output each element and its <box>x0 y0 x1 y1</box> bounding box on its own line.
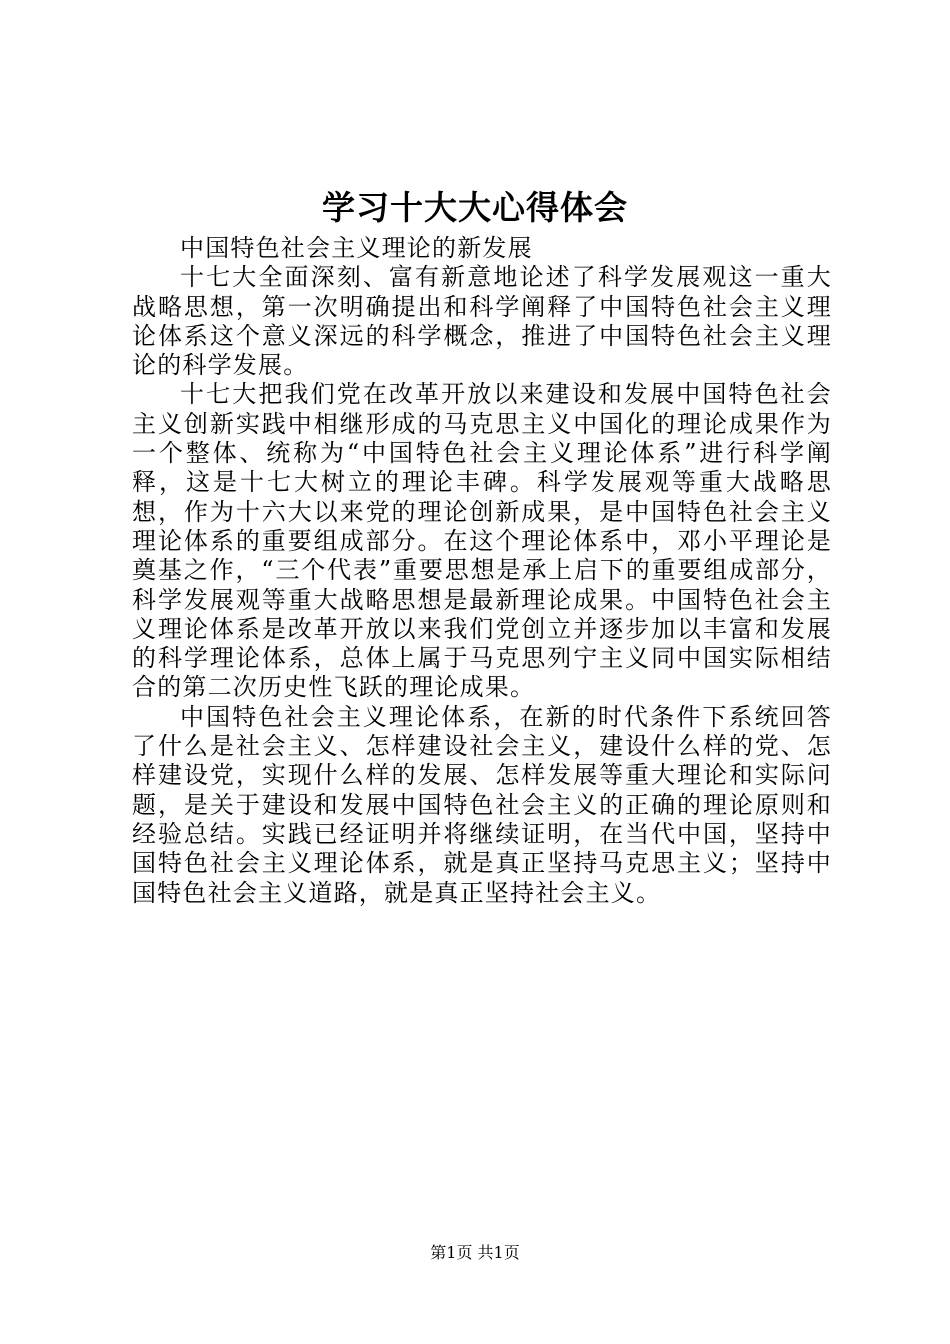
document-title: 学习十大大心得体会 <box>322 188 628 227</box>
page-footer <box>0 1242 950 1264</box>
paragraph-2: 十七大把我们党在改革开放以来建设和发展中国特色社会主义创新实践中相继形成的马克思主义中国化的理论成果作为一个整体、统称为“中国特色社会主义理论体系”进行科学阐释，这是十七大树立的理论丰碑。科学发展观等重大战略思想，作为十六大以来党的理论创新成果，是中国特色社会主义理论体系的重要组成部分。在这个理论体系中，邓小平理论是奠基之作，“三个代表”重要思想是承上启下的重要组成部分，科学发展观等重大战略思想是最新理论成果。中国特色社会主义理论体系是改革开放以来我们党创立并逐步加以丰富和发展的科学理论体系，总体上属于马克思列宁主义同中国实际相结合的第二次历史性飞跃的理论成果。 <box>132 380 832 702</box>
paragraph-subheading: 中国特色社会主义理论的新发展 <box>180 234 533 262</box>
page-indicator: 第1页 共1页 <box>430 1243 520 1262</box>
paragraph-3: 中国特色社会主义理论体系，在新的时代条件下系统回答了什么是社会主义、怎样建设社会主义，建设什么样的党、怎样建设党，实现什么样的发展、怎样发展等重大理论和实际问题，是关于建设和发展中国特色社会主义的正确的理论原则和经验总结。实践已经证明并将继续证明，在当代中国，坚持中国特色社会主义理论体系，就是真正坚持马克思主义；坚持中国特色社会主义道路，就是真正坚持社会主义。 <box>132 702 832 907</box>
document-body <box>132 234 832 908</box>
paragraph-1: 十七大全面深刻、富有新意地论述了科学发展观这一重大战略思想，第一次明确提出和科学阐释了中国特色社会主义理论体系这个意义深远的科学概念，推进了中国特色社会主义理论的科学发展。 <box>132 263 832 380</box>
